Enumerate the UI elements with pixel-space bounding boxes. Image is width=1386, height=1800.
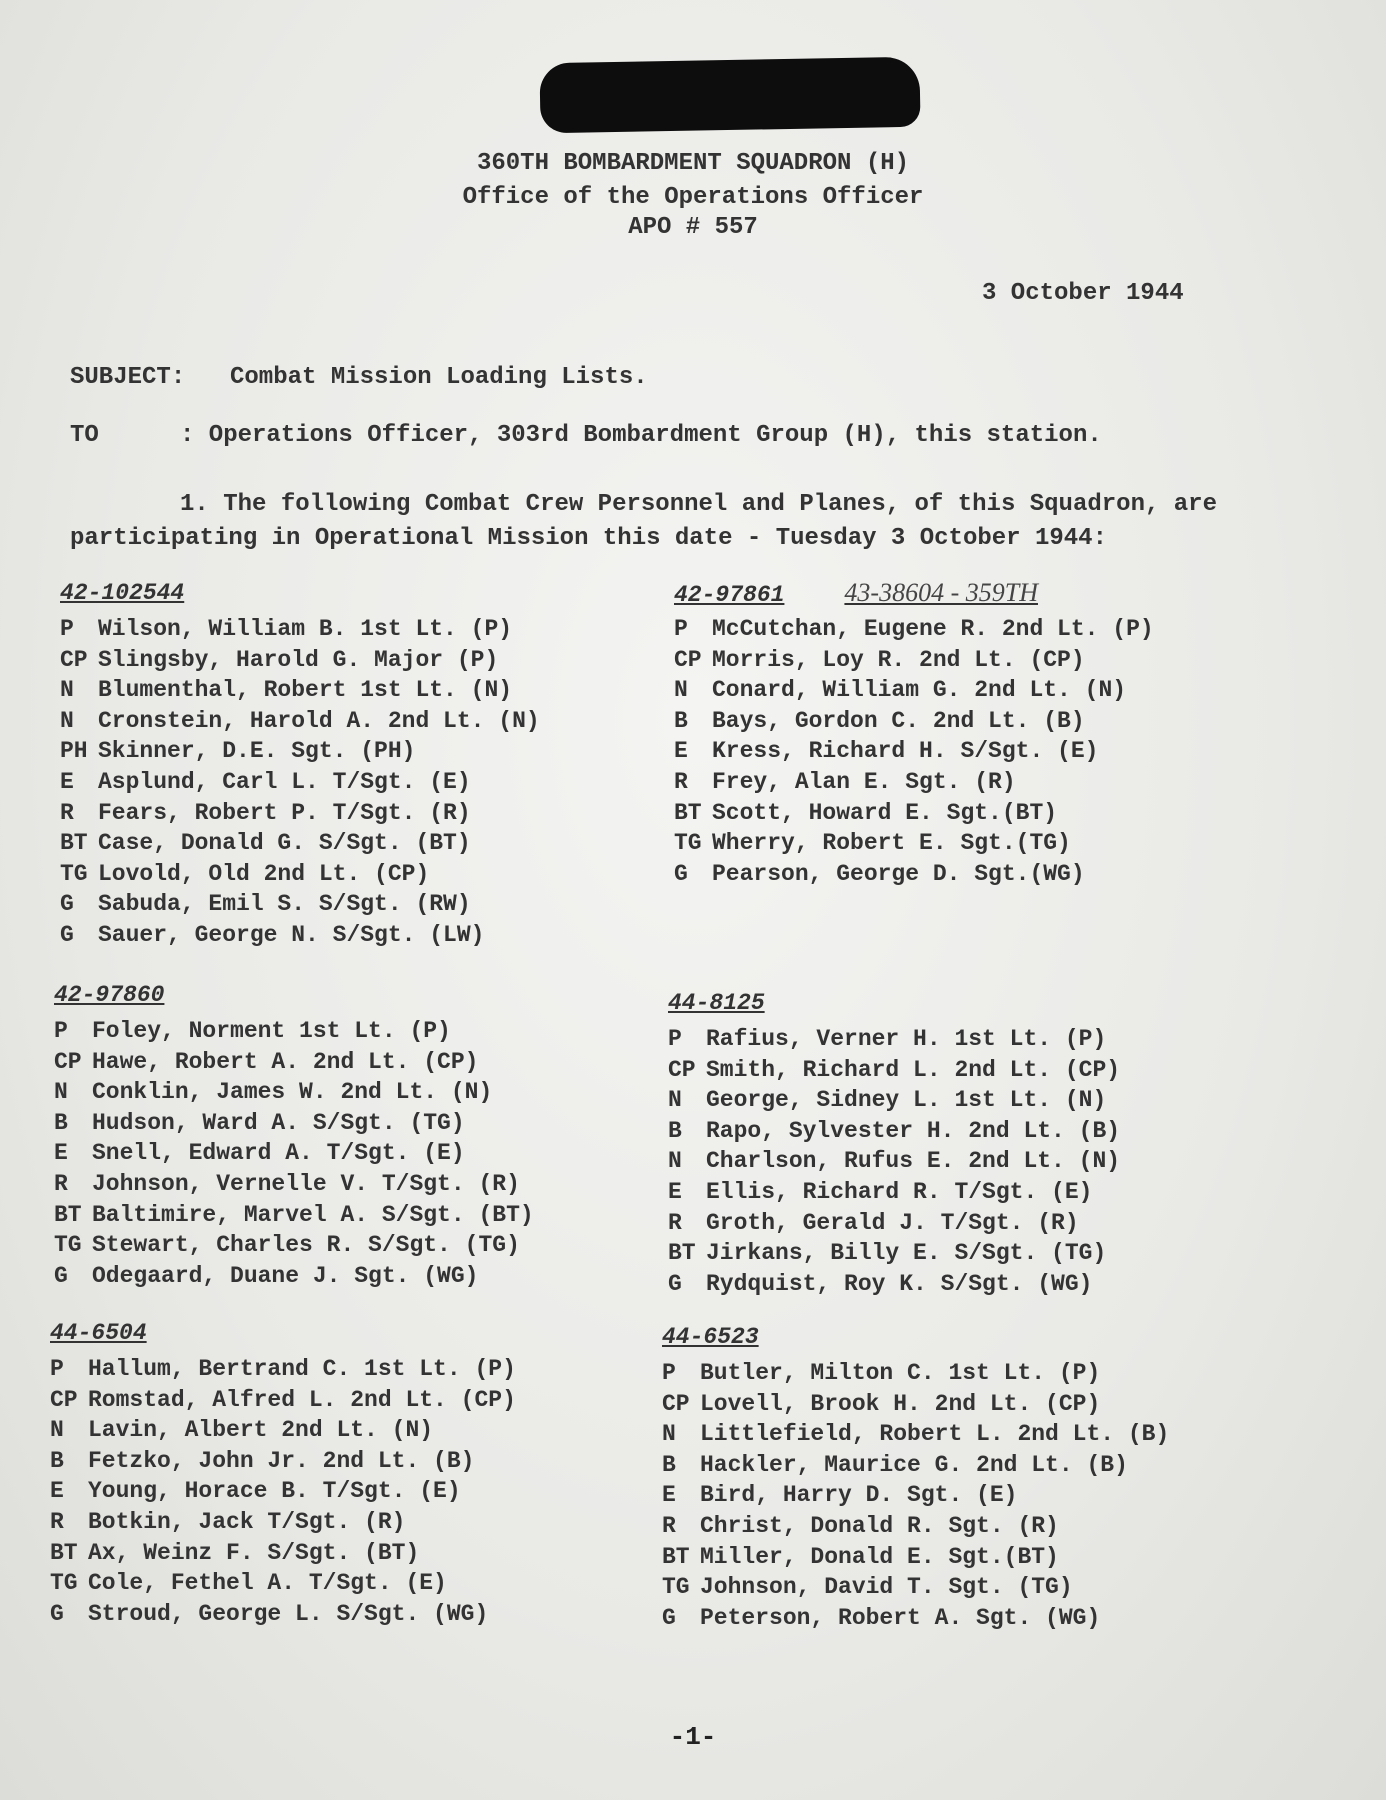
crew-member-row [54,1230,534,1261]
plane-serial-number: 42-97861 [674,582,785,608]
crew-member-row [674,798,1154,829]
crew-name: Johnson, Vernelle V. T/Sgt. (R) [92,1170,520,1197]
crew-member-row [662,1450,1169,1481]
crew-name: Rapo, Sylvester H. 2nd Lt. (B) [706,1117,1121,1144]
crew-member-row [50,1476,516,1507]
plane-serial [60,578,540,608]
crew-position: BT [674,799,702,826]
crew-name: Cronstein, Harold A. 2nd Lt. (N) [98,707,540,734]
crew-position: P [54,1018,68,1044]
crew-position: TG [674,830,702,857]
crew-position: R [662,1512,676,1539]
plane-serial [674,578,1154,608]
crew-position: BT [50,1539,78,1566]
crew-name: Lovold, Old 2nd Lt. (CP) [98,860,430,887]
crew-position: TG [60,860,88,887]
subject-label: SUBJECT: [70,364,186,391]
crew-member-row [668,1177,1120,1208]
apo-heading: APO # 557 [628,214,758,241]
plane-serial-number: 44-6504 [50,1320,147,1346]
page-number: -1- [669,1722,717,1752]
crew-name: Romstad, Alfred L. 2nd Lt. (CP) [88,1386,516,1413]
crew-name: Snell, Edward A. T/Sgt. (E) [92,1140,465,1167]
crew-name: Bays, Gordon C. 2nd Lt. (B) [712,707,1085,734]
paragraph-number: 1. [180,491,209,518]
crew-position: P [674,616,688,642]
plane-serial [662,1322,1169,1352]
crew-name: Fears, Robert P. T/Sgt. (R) [98,799,471,826]
crew-block [50,1318,516,1629]
crew-member-row [50,1568,516,1599]
crew-position: BT [662,1543,690,1570]
crew-position: R [60,799,74,826]
plane-serial [668,988,1120,1018]
crew-position: G [60,921,74,948]
crew-name: Charlson, Rufus E. 2nd Lt. (N) [706,1148,1121,1175]
plane-serial-number: 44-8125 [668,990,765,1016]
crew-member-row [54,1016,534,1047]
crew-member-row [674,645,1154,676]
crew-name: Young, Horace B. T/Sgt. (E) [88,1478,461,1505]
crew-member-row [662,1389,1169,1420]
crew-member-row [50,1507,516,1538]
crew-position: CP [668,1056,696,1083]
crew-member-row [60,828,540,859]
crew-member-row [674,859,1154,890]
crew-member-row [50,1385,516,1416]
plane-serial [50,1318,516,1348]
crew-name: Kress, Richard H. S/Sgt. (E) [712,738,1099,765]
crew-position: PH [60,738,88,765]
crew-position: N [674,677,688,704]
crew-position: E [662,1482,676,1509]
crew-block [60,578,540,951]
crew-name: Hudson, Ward A. S/Sgt. (TG) [92,1109,465,1136]
crew-name: Johnson, David T. Sgt. (TG) [700,1574,1073,1601]
crew-position: CP [60,646,88,673]
crew-name: Smith, Richard L. 2nd Lt. (CP) [706,1056,1121,1083]
crew-member-row [60,920,540,951]
crew-position: R [50,1508,64,1535]
crew-member-row [668,1024,1120,1055]
crew-position: E [50,1478,64,1505]
crew-name: George, Sidney L. 1st Lt. (N) [706,1087,1107,1114]
crew-name: Rafius, Verner H. 1st Lt. (P) [706,1026,1107,1052]
crew-name: Morris, Loy R. 2nd Lt. (CP) [712,646,1085,673]
crew-name: Conklin, James W. 2nd Lt. (N) [92,1079,493,1106]
subject-text: Combat Mission Loading Lists. [230,364,648,391]
crew-position: BT [54,1201,82,1228]
plane-serial-number: 44-6523 [662,1324,759,1350]
crew-position: G [668,1270,682,1297]
crew-position: CP [674,646,702,673]
crew-position: R [674,768,688,795]
crew-member-row [54,1077,534,1108]
crew-name: Miller, Donald E. Sgt.(BT) [700,1543,1059,1570]
paragraph-line-2: participating in Operational Mission this date - Tuesday 3 October 1944: [70,525,1107,552]
crew-position: BT [668,1240,696,1267]
crew-member-row [668,1116,1120,1147]
crew-name: Cole, Fethel A. T/Sgt. (E) [88,1570,447,1597]
crew-name: Hackler, Maurice G. 2nd Lt. (B) [700,1451,1128,1478]
crew-member-row [674,767,1154,798]
crew-name: Skinner, D.E. Sgt. (PH) [98,738,416,765]
crew-member-row [54,1108,534,1139]
crew-member-row [662,1572,1169,1603]
crew-name: Wherry, Robert E. Sgt.(TG) [712,830,1071,857]
crew-member-row [60,798,540,829]
crew-name: Stroud, George L. S/Sgt. (WG) [88,1600,489,1627]
crew-name: Jirkans, Billy E. S/Sgt. (TG) [706,1240,1107,1267]
crew-name: Groth, Gerald J. T/Sgt. (R) [706,1209,1079,1236]
crew-position: E [668,1178,682,1205]
crew-block [674,578,1154,889]
plane-serial-number: 42-102544 [60,580,185,606]
crew-position: TG [54,1232,82,1259]
crew-position: N [54,1079,68,1106]
crew-position: P [50,1356,64,1382]
crew-block [668,988,1120,1299]
crew-member-row [668,1085,1120,1116]
crew-member-row [668,1055,1120,1086]
crew-name: McCutchan, Eugene R. 2nd Lt. (P) [712,616,1154,642]
crew-member-row [60,706,540,737]
crew-position: R [54,1170,68,1197]
crew-member-row [60,645,540,676]
crew-position: G [674,860,688,887]
crew-name: Case, Donald G. S/Sgt. (BT) [98,830,471,857]
plane-serial-number: 42-97860 [54,982,165,1008]
crew-name: Frey, Alan E. Sgt. (R) [712,768,1016,795]
crew-member-row [674,614,1154,645]
crew-member-row [668,1208,1120,1239]
crew-member-row [662,1358,1169,1389]
crew-position: E [674,738,688,765]
crew-member-row [60,859,540,890]
crew-member-row [674,736,1154,767]
crew-name: Fetzko, John Jr. 2nd Lt. (B) [88,1447,475,1474]
crew-name: Stewart, Charles R. S/Sgt. (TG) [92,1232,520,1259]
crew-name: Slingsby, Harold G. Major (P) [98,646,499,673]
crew-name: Botkin, Jack T/Sgt. (R) [88,1508,406,1535]
crew-member-row [60,675,540,706]
crew-position: B [674,707,688,734]
crew-member-row [54,1047,534,1078]
crew-name: Hallum, Bertrand C. 1st Lt. (P) [88,1356,516,1382]
crew-member-row [50,1599,516,1630]
redacted-classification-stamp [539,57,920,134]
crew-position: B [668,1117,682,1144]
crew-position: P [668,1026,682,1052]
crew-position: CP [50,1386,78,1413]
crew-block [662,1322,1169,1633]
crew-member-row [54,1169,534,1200]
crew-member-row [54,1261,534,1292]
to-text: : Operations Officer, 303rd Bombardment Group (H), this station. [180,422,1102,449]
crew-name: Lavin, Albert 2nd Lt. (N) [88,1417,434,1444]
crew-member-row [668,1238,1120,1269]
plane-serial [54,980,534,1010]
to-line [70,422,1102,449]
crew-position: B [662,1451,676,1478]
crew-position: TG [662,1574,690,1601]
paragraph-line-1: The following Combat Crew Personnel and Planes, of this Squadron, are [223,491,1217,518]
crew-member-row [662,1480,1169,1511]
crew-position: B [54,1109,68,1136]
crew-position: E [54,1140,68,1167]
crew-position: N [662,1421,676,1448]
crew-name: Bird, Harry D. Sgt. (E) [700,1482,1018,1509]
crew-position: N [668,1148,682,1175]
crew-member-row [60,889,540,920]
intro-paragraph [70,488,1350,556]
office-heading: Office of the Operations Officer [462,184,924,211]
crew-member-row [50,1446,516,1477]
crew-position: TG [50,1570,78,1597]
crew-block [54,980,534,1291]
crew-position: CP [54,1048,82,1075]
to-label: TO [70,422,99,449]
crew-position: P [60,616,74,642]
crew-member-row [50,1354,516,1385]
crew-member-row [674,706,1154,737]
crew-name: Ellis, Richard R. T/Sgt. (E) [706,1178,1093,1205]
crew-name: Conard, William G. 2nd Lt. (N) [712,677,1127,704]
crew-member-row [674,675,1154,706]
handwritten-note: 43-38604 - 359TH [844,578,1038,607]
crew-name: Sauer, George N. S/Sgt. (LW) [98,921,485,948]
crew-member-row [50,1538,516,1569]
crew-member-row [662,1603,1169,1634]
crew-position: G [662,1604,676,1631]
crew-name: Blumenthal, Robert 1st Lt. (N) [98,677,513,704]
crew-member-row [50,1415,516,1446]
crew-name: Asplund, Carl L. T/Sgt. (E) [98,768,471,795]
crew-member-row [668,1269,1120,1300]
crew-member-row [662,1542,1169,1573]
crew-member-row [668,1146,1120,1177]
crew-member-row [662,1419,1169,1450]
crew-member-row [662,1511,1169,1542]
crew-name: Peterson, Robert A. Sgt. (WG) [700,1604,1101,1631]
crew-name: Lovell, Brook H. 2nd Lt. (CP) [700,1390,1101,1417]
crew-position: N [50,1417,64,1444]
crew-name: Rydquist, Roy K. S/Sgt. (WG) [706,1270,1093,1297]
crew-position: G [54,1262,68,1289]
crew-member-row [54,1200,534,1231]
crew-position: N [668,1087,682,1114]
crew-name: Scott, Howard E. Sgt.(BT) [712,799,1058,826]
crew-member-row [60,767,540,798]
crew-name: Odegaard, Duane J. Sgt. (WG) [92,1262,479,1289]
crew-member-row [54,1138,534,1169]
document-date: 3 October 1944 [982,280,1184,307]
crew-position: E [60,768,74,795]
crew-position: N [60,677,74,704]
squadron-heading: 360TH BOMBARDMENT SQUADRON (H) [476,150,910,177]
crew-name: Pearson, George D. Sgt.(WG) [712,860,1085,887]
crew-member-row [60,614,540,645]
crew-member-row [60,736,540,767]
crew-name: Sabuda, Emil S. S/Sgt. (RW) [98,891,471,918]
crew-position: R [668,1209,682,1236]
crew-name: Butler, Milton C. 1st Lt. (P) [700,1360,1101,1386]
crew-position: N [60,707,74,734]
crew-name: Ax, Weinz F. S/Sgt. (BT) [88,1539,420,1566]
crew-position: G [50,1600,64,1627]
crew-position: CP [662,1390,690,1417]
crew-name: Hawe, Robert A. 2nd Lt. (CP) [92,1048,479,1075]
crew-position: P [662,1360,676,1386]
crew-position: BT [60,830,88,857]
crew-name: Wilson, William B. 1st Lt. (P) [98,616,513,642]
crew-name: Christ, Donald R. Sgt. (R) [700,1512,1059,1539]
crew-member-row [674,828,1154,859]
crew-position: B [50,1447,64,1474]
crew-name: Foley, Norment 1st Lt. (P) [92,1018,451,1044]
crew-name: Littlefield, Robert L. 2nd Lt. (B) [700,1421,1170,1448]
subject-line [70,364,648,391]
crew-name: Baltimire, Marvel A. S/Sgt. (BT) [92,1201,534,1228]
crew-position: G [60,891,74,918]
